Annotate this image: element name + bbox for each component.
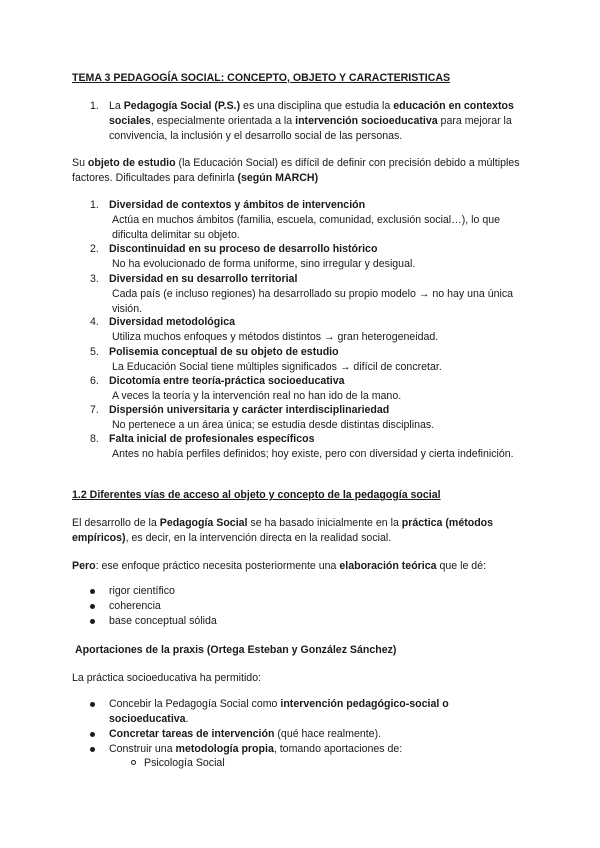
bullet-dot-icon (90, 702, 95, 707)
difficulty-heading: Dispersión universitaria y carácter interdisciplinariedad (109, 404, 390, 416)
difficulty-heading: Diversidad de contextos y ámbitos de intervención (109, 199, 366, 211)
difficulty-number: 7. (90, 404, 99, 416)
section-1-2-heading: 1.2 Diferentes vías de acceso al objeto y concepto de la pedagogía social (72, 489, 441, 501)
praxis-bullet-item: Construir una metodología propia, tomando aportaciones de: (90, 742, 520, 757)
bullet-dot-icon (90, 732, 95, 737)
difficulty-description: Antes no había perfiles definidos; hoy existe, pero con diversidad y cierta indefinición. (112, 448, 514, 460)
difficulty-heading: Falta inicial de profesionales específicos (109, 433, 315, 445)
difficulty-number: 1. (90, 199, 99, 211)
praxis-bullet-item: Concebir la Pedagogía Social como intervención pedagógico-social o socioeducativa. (90, 697, 520, 727)
object-paragraph: Su objeto de estudio (la Educación Social) es difícil de definir con precisión debido a múltiples factores. Dificultades para definirla (según MARCH) (72, 157, 520, 184)
praxis-sub-bullet-item: Psicología Social (131, 756, 225, 771)
bullet-item: coherencia (90, 599, 520, 614)
bullet-dot-icon (90, 604, 95, 609)
praxis-heading: Aportaciones de la praxis (Ortega Esteban y González Sánchez) (75, 644, 397, 656)
difficulty-item (90, 272, 520, 317)
difficulty-item (90, 345, 520, 375)
difficulty-item (90, 432, 520, 462)
difficulty-heading: Dicotomía entre teoría-práctica socioeducativa (109, 375, 345, 387)
section-1-2-paragraph-1: El desarrollo de la Pedagogía Social se ha basado inicialmente en la práctica (métodos empíricos), es decir, en la intervención directa en la realidad social. (72, 517, 494, 544)
difficulty-number: 5. (90, 346, 99, 358)
difficulty-description: Cada país (e incluso regiones) ha desarrollado su propio modelo → no hay una única visión. (112, 288, 514, 315)
difficulty-heading: Discontinuidad en su proceso de desarrollo histórico (109, 243, 378, 255)
difficulty-item (90, 198, 520, 243)
section-1-2-paragraph-2: Pero: ese enfoque práctico necesita posteriormente una elaboración teórica que le dé: (72, 560, 487, 572)
difficulty-heading: Polisemia conceptual de su objeto de estudio (109, 346, 339, 358)
bullet-dot-icon (90, 747, 95, 752)
difficulty-item (90, 403, 520, 433)
difficulty-description: Utiliza muchos enfoques y métodos distintos → gran heterogeneidad. (112, 331, 439, 343)
difficulty-heading: Diversidad en su desarrollo territorial (109, 273, 298, 285)
bullet-item: rigor científico (90, 584, 520, 599)
difficulty-heading: Diversidad metodológica (109, 316, 235, 328)
intro-numbered-item (90, 99, 520, 144)
hollow-bullet-icon (131, 760, 136, 765)
difficulty-number: 3. (90, 273, 99, 285)
page-title: TEMA 3 PEDAGOGÍA SOCIAL: CONCEPTO, OBJETO Y CARACTERISTICAS (72, 72, 451, 84)
praxis-intro: La práctica socioeducativa ha permitido: (72, 672, 262, 684)
bullet-dot-icon (90, 619, 95, 624)
difficulty-item (90, 242, 520, 272)
difficulty-number: 8. (90, 433, 99, 445)
intro-item-number: 1. (90, 100, 99, 112)
intro-item-text: La Pedagogía Social (P.S.) es una disciplina que estudia la educación en contextos sociales, especialmente orientada a la intervención socioeducativa para mejorar la convivencia, la inclusión y el desarrollo social de las personas. (109, 100, 514, 142)
difficulty-description: No pertenece a un área única; se estudia desde distintas disciplinas. (112, 419, 435, 431)
praxis-bullet-item: Concretar tareas de intervención (qué hace realmente). (90, 727, 520, 742)
difficulty-number: 4. (90, 316, 99, 328)
difficulty-item (90, 315, 520, 345)
bullet-item: base conceptual sólida (90, 614, 520, 629)
difficulty-description: La Educación Social tiene múltiples significados → difícil de concretar. (112, 361, 442, 373)
difficulty-description: A veces la teoría y la intervención real no han ido de la mano. (112, 390, 402, 402)
bullet-dot-icon (90, 589, 95, 594)
difficulty-description: Actúa en muchos ámbitos (familia, escuela, comunidad, exclusión social…), lo que dificulta delimitar su objeto. (112, 214, 501, 241)
difficulty-number: 6. (90, 375, 99, 387)
difficulty-description: No ha evolucionado de forma uniforme, sino irregular y desigual. (112, 258, 416, 270)
difficulty-item (90, 374, 520, 404)
difficulty-number: 2. (90, 243, 99, 255)
